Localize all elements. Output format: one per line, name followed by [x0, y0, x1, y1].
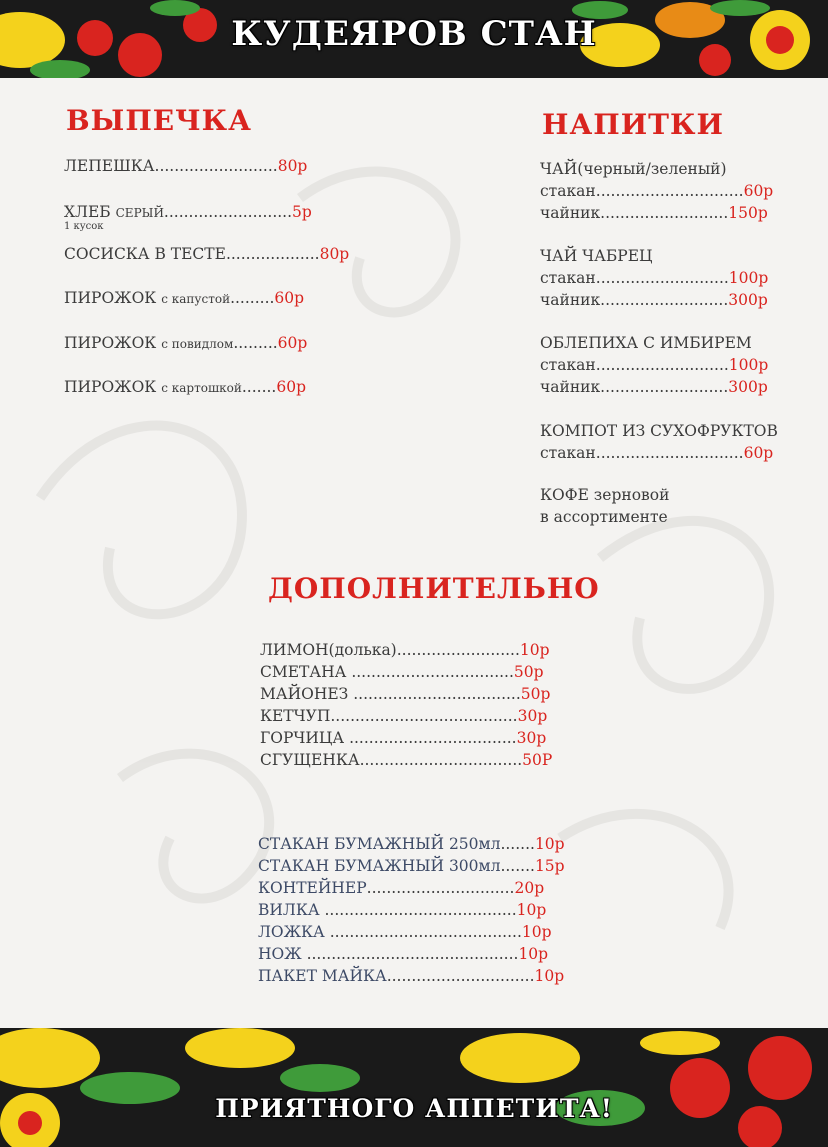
item-name: СМЕТАНА	[260, 663, 347, 681]
list-item: ПАКЕТ МАЙКА..............................10р	[258, 967, 565, 985]
item-price: 10р	[534, 835, 565, 853]
list-item: КОНТЕЙНЕР..............................20р	[258, 879, 545, 897]
item-extra: СЕРЫЙ	[115, 206, 164, 220]
item-name: ПИРОЖОК	[64, 334, 157, 352]
list-item: чайник..........................300р	[540, 291, 768, 309]
item-name: СГУЩЕНКА	[260, 751, 360, 769]
list-item: МАЙОНЕЗ ..................................50р	[260, 685, 551, 703]
item-price: 100р	[728, 269, 769, 287]
item-price: 60р	[277, 334, 308, 352]
item-price: 30р	[516, 729, 547, 747]
item-price: 5р	[292, 203, 312, 221]
item-name: чайник	[540, 378, 601, 396]
list-item: стакан...........................100р	[540, 356, 769, 374]
floral-ornament-icon	[0, 1028, 828, 1147]
list-item: СТАКАН БУМАЖНЫЙ 300мл.......15р	[258, 857, 565, 875]
item-price: 10р	[519, 641, 550, 659]
list-item: ПИРОЖОК с картошкой.......60р	[64, 378, 307, 396]
item-name: стакан	[540, 182, 596, 200]
item-price: 300р	[728, 378, 768, 396]
footer-band	[0, 1028, 828, 1147]
item-price: 150р	[728, 204, 768, 222]
item-name: СОСИСКА В ТЕСТЕ	[64, 245, 226, 263]
section-title-drinks: НАПИТКИ	[542, 108, 724, 141]
item-name: чайник	[540, 204, 601, 222]
item-price: 15р	[534, 857, 565, 875]
coffee-line: КОФЕ зерновой	[540, 486, 670, 504]
item-price: 300р	[728, 291, 768, 309]
item-name: ЛОЖКА	[258, 923, 325, 941]
item-name: КЕТЧУП	[260, 707, 331, 725]
menu-paper	[0, 78, 828, 1028]
item-name: ХЛЕБ	[64, 203, 111, 221]
item-price: 50р	[513, 663, 544, 681]
item-name: стакан	[540, 269, 596, 287]
drink-name: КОМПОТ ИЗ СУХОФРУКТОВ	[540, 422, 778, 440]
item-price: 80р	[277, 157, 308, 175]
item-price: 80р	[319, 245, 350, 263]
list-item: ПИРОЖОК с повидлом.........60р	[64, 334, 308, 352]
item-price: 60р	[274, 289, 305, 307]
item-name: НОЖ	[258, 945, 302, 963]
item-price: 10р	[521, 923, 552, 941]
list-item: ХЛЕБ СЕРЫЙ..........................5р	[64, 203, 312, 221]
item-price: 10р	[534, 967, 565, 985]
list-item: ВИЛКА .......................................10р	[258, 901, 547, 919]
list-item: чайник..........................150р	[540, 204, 768, 222]
list-item: стакан...........................100р	[540, 269, 769, 287]
list-item: ЛОЖКА .......................................10р	[258, 923, 552, 941]
item-name: чайник	[540, 291, 601, 309]
item-extra: с капустой	[161, 292, 231, 306]
item-price: 10р	[518, 945, 549, 963]
coffee-note: в ассортименте	[540, 508, 668, 526]
section-title-extras: ДОПОЛНИТЕЛЬНО	[268, 572, 600, 605]
item-price: 100р	[728, 356, 769, 374]
item-name: ПИРОЖОК	[64, 378, 157, 396]
item-price: 30р	[517, 707, 548, 725]
footer-text: ПРИЯТНОГО АППЕТИТА!	[215, 1094, 613, 1123]
item-note: 1 кусок	[64, 221, 104, 232]
list-item: чайник..........................300р	[540, 378, 768, 396]
item-name: стакан	[540, 356, 596, 374]
item-name: КОНТЕЙНЕР	[258, 879, 367, 897]
item-name: МАЙОНЕЗ	[260, 685, 349, 703]
list-item: СМЕТАНА .................................50р	[260, 663, 544, 681]
item-name: ЛЕПЕШКА	[64, 157, 155, 175]
item-price: 60р	[743, 444, 774, 462]
item-name: ГОРЧИЦА	[260, 729, 345, 747]
item-extra: с повидлом	[161, 337, 234, 351]
item-price: 20р	[514, 879, 545, 897]
list-item: НОЖ ...........................................10р	[258, 945, 549, 963]
list-item: СТАКАН БУМАЖНЫЙ 250мл.......10р	[258, 835, 565, 853]
list-item: стакан..............................60р	[540, 444, 774, 462]
list-item: ЛЕПЕШКА.........................80р	[64, 157, 308, 175]
list-item: СГУЩЕНКА.................................50Р	[260, 751, 553, 769]
drink-name: ОБЛЕПИХА С ИМБИРЕМ	[540, 334, 752, 352]
item-name: ПАКЕТ МАЙКА	[258, 967, 387, 985]
list-item: стакан..............................60р	[540, 182, 774, 200]
section-title-bakery: ВЫПЕЧКА	[66, 104, 252, 137]
header-band	[0, 0, 828, 78]
page-title: КУДЕЯРОВ СТАН	[231, 14, 597, 54]
item-name: ВИЛКА	[258, 901, 320, 919]
drink-name: ЧАЙ(черный/зеленый)	[540, 160, 727, 178]
item-name: СТАКАН БУМАЖНЫЙ 300мл	[258, 857, 501, 875]
drink-name: ЧАЙ ЧАБРЕЦ	[540, 247, 653, 265]
item-name: стакан	[540, 444, 596, 462]
item-price: 60р	[743, 182, 774, 200]
item-price: 60р	[276, 378, 307, 396]
item-price: 50р	[520, 685, 551, 703]
item-price: 10р	[516, 901, 547, 919]
item-name: ЛИМОН(долька)	[260, 641, 397, 659]
item-name: ПИРОЖОК	[64, 289, 157, 307]
item-price: 50Р	[522, 751, 553, 769]
list-item: КЕТЧУП......................................30р	[260, 707, 548, 725]
list-item: ЛИМОН(долька).........................10р	[260, 641, 550, 659]
item-name: СТАКАН БУМАЖНЫЙ 250мл	[258, 835, 501, 853]
list-item: СОСИСКА В ТЕСТЕ...................80р	[64, 245, 350, 263]
list-item: ГОРЧИЦА ..................................30р	[260, 729, 547, 747]
list-item: ПИРОЖОК с капустой.........60р	[64, 289, 305, 307]
item-extra: с картошкой	[161, 381, 242, 395]
